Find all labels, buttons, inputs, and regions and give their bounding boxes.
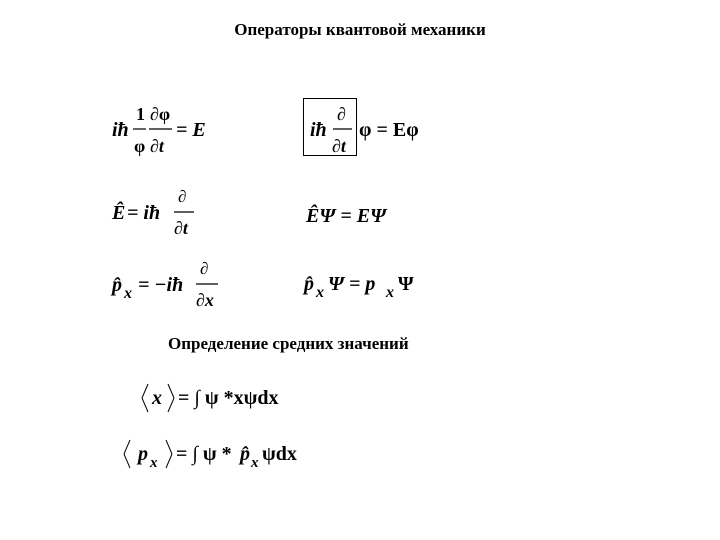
bracket-right — [166, 454, 172, 468]
formula-e-hat: Ê — [112, 202, 126, 224]
formula-phi: φ — [134, 136, 146, 156]
bracket-right — [166, 440, 172, 454]
formula-dt: ∂t — [332, 136, 346, 156]
formula-sub-x: x — [386, 284, 394, 301]
formula-rhs: = E — [176, 119, 206, 141]
formula-dphi: ∂φ — [150, 104, 171, 124]
bracket-left — [142, 398, 148, 412]
formula-dt: ∂t — [174, 218, 188, 238]
formula-end: ψdx — [262, 443, 297, 465]
formula-sub-x: x — [251, 455, 259, 471]
formula-schrodinger-time — [112, 100, 232, 160]
formula-dt: ∂t — [150, 136, 164, 156]
formula-num-one: 1 — [136, 104, 145, 124]
formula-text: ÊΨ = EΨ — [306, 205, 387, 227]
formula-sub-x: x — [150, 455, 158, 471]
formula-psi: Ψ — [398, 273, 414, 295]
bracket-left — [124, 454, 130, 468]
formula-mid: Ψ = p — [328, 273, 376, 295]
formula-energy-eigen — [306, 200, 416, 230]
formula-eq: = −iħ — [138, 274, 184, 296]
formula-rhs: = ∫ ψ *xψdx — [178, 387, 279, 409]
section-heading: Определение средних значений — [168, 334, 409, 353]
formula-sub-x: x — [124, 285, 132, 302]
formula-momentum-operator — [112, 258, 232, 314]
formula-mean-px — [124, 436, 314, 474]
formula-rhs: φ = Eφ — [359, 119, 419, 141]
formula-partial: ∂ — [178, 187, 187, 206]
formula-p-hat: p̂ — [112, 274, 122, 296]
page-title: Операторы квантовой механики — [234, 20, 486, 39]
bracket-left — [142, 384, 148, 398]
formula-ih: iħ — [310, 119, 327, 141]
formula-p-hat: p̂ — [240, 443, 250, 465]
formula-p-hat: p̂ — [304, 273, 314, 295]
formula-schrodinger-operator — [310, 100, 440, 160]
formula-ih: iħ — [112, 119, 129, 141]
formula-eq: = ∫ ψ * — [176, 443, 232, 465]
formula-energy-operator — [112, 188, 212, 244]
formula-p: p — [138, 443, 148, 465]
formula-partial: ∂ — [200, 259, 209, 278]
bracket-right — [168, 384, 174, 398]
formula-partial: ∂ — [337, 104, 346, 124]
formula-dx: ∂x — [196, 290, 214, 310]
formula-sub-x: x — [316, 284, 324, 301]
formula-mean-x — [142, 380, 302, 416]
formula-eq: = iħ — [127, 202, 161, 224]
bracket-left — [124, 440, 130, 454]
bracket-right — [168, 398, 174, 412]
formula-x: x — [152, 387, 162, 409]
formula-momentum-eigen — [304, 268, 424, 302]
